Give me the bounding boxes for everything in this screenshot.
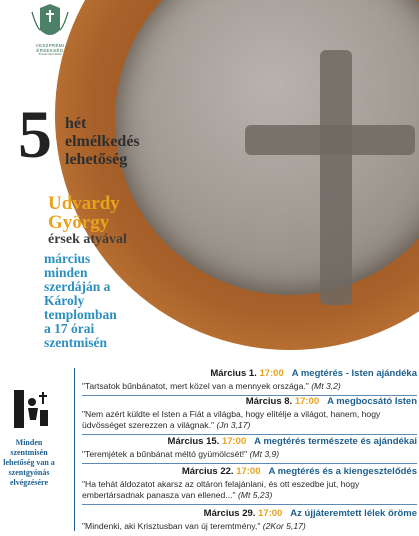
ash-cross-horizontal — [245, 125, 415, 155]
entry-theme: A megtérés természete és ajándékai — [254, 436, 417, 447]
entry-quote-line — [82, 409, 417, 431]
entry-reference: (2Kor 5,17) — [262, 521, 306, 531]
entry-quote-line — [82, 521, 417, 532]
program-entry — [82, 508, 417, 532]
divider-line — [74, 368, 75, 531]
entry-quote-line — [82, 381, 417, 392]
entry-date: Március 22. — [181, 466, 234, 477]
entry-time: 17:00 — [294, 396, 320, 407]
entry-header — [82, 396, 417, 408]
entry-quote: "Mindenki, aki Krisztusban van új teremtmény," — [82, 521, 261, 531]
entry-header — [82, 436, 417, 448]
ash-cross-vertical — [320, 50, 352, 305]
entry-reference: (Mt 3,9) — [249, 449, 280, 459]
program-entry — [82, 368, 417, 396]
confession-icon — [12, 386, 50, 430]
schedule-line: a 17 órai — [44, 321, 95, 336]
entry-quote: "Ha tehát áldozatot akarsz az oltáron felajánlani, és ott eszedbe jut, hogy embertársadnak panasza van ellened..." — [82, 479, 360, 500]
schedule-line: március — [44, 251, 91, 266]
schedule-line: templomban — [44, 307, 117, 322]
entry-quote: "Teremjétek a bűnbánat méltó gyümölcsét!" — [82, 449, 248, 459]
entry-rule — [82, 463, 417, 464]
schedule-line: minden — [44, 265, 88, 280]
program-entry — [82, 396, 417, 435]
schedule-line: szerdáján a — [44, 279, 111, 294]
entry-theme: Az újjáteremtett lélek öröme — [290, 508, 417, 519]
entry-time: 17:00 — [258, 508, 283, 519]
program-entry — [82, 466, 417, 505]
entry-header — [82, 368, 417, 380]
entry-date: Március 15. — [167, 436, 220, 447]
entry-date: Március 1. — [210, 368, 257, 379]
logo-name: VESZPRÉMI ÉRSEKSÉG — [35, 43, 65, 53]
speaker-first-name: Udvardy — [48, 193, 120, 214]
headline-line-1: hét — [65, 115, 87, 132]
entry-header — [82, 508, 417, 520]
headline-line-3: lehetőség — [65, 151, 128, 168]
program-entry — [82, 436, 417, 464]
speaker-title: érsek atyával — [48, 232, 127, 247]
schedule-line: Károly — [44, 293, 85, 308]
entry-header — [82, 466, 417, 478]
week-count: 5 — [18, 96, 52, 172]
entry-quote: "Tartsatok bűnbánatot, mert közel van a mennyek országa." — [82, 381, 309, 391]
entry-date: Március 8. — [245, 396, 293, 407]
entry-rule — [82, 434, 417, 435]
entry-theme: A megtérés - Isten ajándéka — [291, 368, 417, 379]
entry-quote-line — [82, 449, 417, 460]
entry-time: 17:00 — [221, 436, 247, 447]
entry-time: 17:00 — [259, 368, 284, 379]
entry-date: Március 29. — [203, 508, 256, 519]
entry-time: 17:00 — [236, 466, 261, 477]
entry-reference: (Mt 5,23) — [237, 490, 273, 500]
entry-rule — [82, 504, 417, 505]
logo-tagline: Érseki Szentszék — [38, 52, 62, 56]
confession-note: Minden szentmisén lehetőség van a szentgyónás elvégzésére — [3, 438, 55, 487]
entry-theme: A megbocsátó Isten — [327, 396, 417, 407]
entry-theme: A megtérés és a kiengesztelődés — [268, 466, 417, 477]
entry-quote-line — [82, 479, 417, 501]
entry-quote: "Nem azért küldte el Isten a Fiát a világba, hogy elítélje a világot, hanem, hogy üdvösséget szerezzen a világnak." — [82, 409, 381, 430]
headline-line-2: elmélkedés — [65, 133, 140, 150]
entry-reference: (Jn 3,17) — [216, 420, 251, 430]
schedule-line: szentmisén — [44, 335, 107, 350]
entry-reference: (Mt 3,2) — [311, 381, 341, 391]
speaker-second-name: György — [48, 212, 110, 233]
